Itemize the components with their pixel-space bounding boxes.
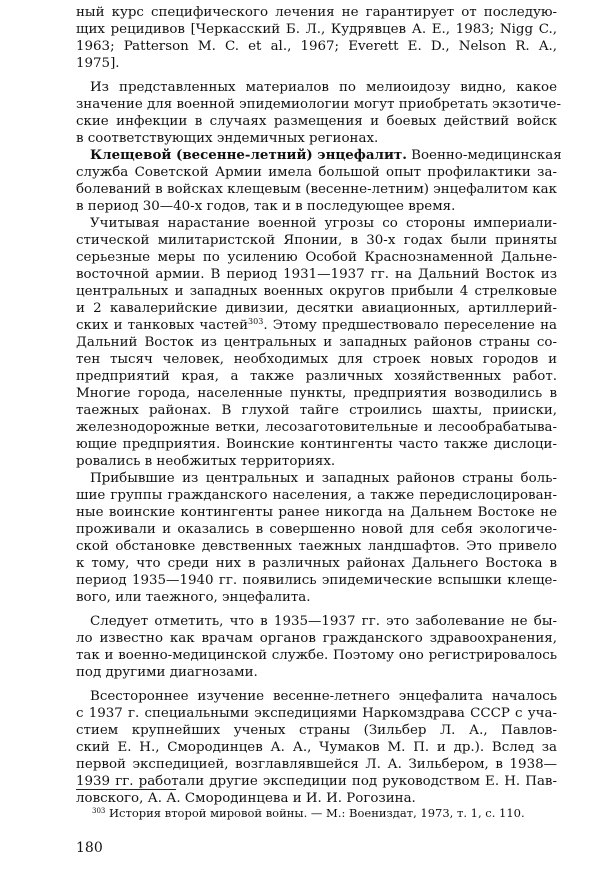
- text-line: ские инфекции в случаях размещения и боевых действий войск: [76, 114, 557, 129]
- text-line: первой экспедицией, возглавлявшейся Л. А. Зильбером, в 1938—: [76, 757, 557, 772]
- text-line: ные воинские контингенты ранее никогда на Дальнем Востоке не: [76, 505, 557, 520]
- text-line: болеваний в войсках клещевым (весенне-летним) энцефалитом как: [76, 182, 557, 197]
- text-line: ровались в необжитых территориях.: [76, 454, 336, 469]
- footnote-reference[interactable]: 303: [248, 317, 264, 326]
- text-line: служба Советской Армии имела большой опыт профилактики за-: [76, 165, 557, 180]
- text-line: в соответствующих эндемичных регионах.: [76, 131, 379, 146]
- text-line: стием крупнейших ученых страны (Зильбер Л. А., Павлов-: [76, 723, 557, 738]
- text-line: ный курс специфического лечения не гарантирует от последую-: [76, 5, 557, 20]
- text-line: Следует отметить, что в 1935—1937 гг. это заболевание не бы-: [90, 614, 557, 629]
- footnote: [92, 806, 525, 821]
- text-line: Многие города, населенные пункты, предприятия возводились в: [76, 386, 557, 401]
- footnote-number: 303: [92, 807, 106, 815]
- text-line: ющие предприятия. Воинские контингенты часто также дислоци-: [76, 437, 557, 452]
- text-line: 1975].: [76, 56, 120, 71]
- footnote-text: История второй мировой войны. — М.: Воениздат, 1973, т. 1, с. 110.: [105, 806, 525, 820]
- text-line: значение для военной эпидемиологии могут приобретать экзотиче-: [76, 97, 561, 112]
- text-line: Прибывшие из центральных и западных районов страны боль-: [90, 471, 557, 486]
- text-run: ских и танковых частей: [76, 318, 249, 333]
- paragraph: [76, 4, 557, 72]
- text-line: в период 30—40-х годов, так и в последующее время.: [76, 199, 456, 214]
- text-run: Военно-медицинская: [406, 148, 562, 163]
- paragraph: [76, 147, 562, 215]
- footnote-divider: [76, 789, 176, 790]
- text-line: щих рецидивов [Черкасский Б. Л., Кудрявцев А. Е., 1983; Nigg C.,: [76, 22, 557, 37]
- page-number: 180: [76, 840, 103, 856]
- text-line: и 2 кавалерийские дивизии, десятки авиационных, артиллерий-: [76, 301, 557, 316]
- text-line: [76, 317, 557, 334]
- text-line: Дальний Восток из центральных и западных районов страны со-: [76, 335, 557, 350]
- text-line: стической милитаристской Японии, в 30-х годах были приняты: [76, 233, 557, 248]
- text-line: Из представленных материалов по мелиоидозу видно, какое: [90, 80, 557, 95]
- paragraph: [76, 470, 557, 606]
- text-line: так и военно-медицинской службе. Поэтому оно регистрировалось: [76, 648, 557, 663]
- text-line: вого, или таежного, энцефалита.: [76, 590, 311, 605]
- text-line: тен тысяч человек, необходимых для строек новых городов и: [76, 352, 557, 367]
- text-line: ловского, А. А. Смородинцева и И. И. Рогозина.: [76, 791, 416, 806]
- text-line: восточной армии. В период 1931—1937 гг. на Дальний Восток из: [76, 267, 557, 282]
- text-line: железнодорожные ветки, лесозаготовительные и лесообрабатыва-: [76, 420, 557, 435]
- text-line: ский Е. Н., Смородинцев А. А., Чумаков М. П. и др.). Вслед за: [76, 740, 557, 755]
- text-line: Учитывая нарастание военной угрозы со стороны империали-: [90, 216, 557, 231]
- text-line: ской обстановке девственных таежных ландшафтов. Это привело: [76, 539, 557, 554]
- text-line: [76, 147, 562, 164]
- text-line: 1963; Patterson M. C. et al., 1967; Everett E. D., Nelson R. A.,: [76, 39, 557, 54]
- text-line: 1939 гг. работали другие экспедиции под руководством Е. Н. Пав-: [76, 774, 557, 789]
- text-line: ло известно как врачам органов гражданского здравоохранения,: [76, 631, 557, 646]
- page-body: [76, 4, 562, 807]
- text-line: шие группы гражданского населения, а также передислоцирован-: [76, 488, 557, 503]
- text-line: серьезные меры по усилению Особой Краснознаменной Дальне-: [76, 250, 557, 265]
- text-line: таежных районах. В глухой тайге строились шахты, прииски,: [76, 403, 557, 418]
- paragraph: [76, 215, 557, 470]
- text-line: Всестороннее изучение весенне-летнего энцефалита началось: [90, 689, 557, 704]
- text-line: к тому, что среди них в различных районах Дальнего Востока в: [76, 556, 557, 571]
- section-heading: Клещевой (весенне-летний) энцефалит.: [90, 147, 407, 163]
- text-line: под другими диагнозами.: [76, 665, 258, 680]
- text-line: период 1935—1940 гг. появились эпидемические вспышки клеще-: [76, 573, 557, 588]
- text-line: проживали и оказались в совершенно новой для себя экологиче-: [76, 522, 557, 537]
- paragraph: [76, 79, 561, 147]
- text-line: предприятий края, а также различных хозяйственных работ.: [76, 369, 557, 384]
- text-run: . Этому предшествовало переселение на: [263, 318, 557, 333]
- text-line: центральных и западных военных округов прибыли 4 стрелковые: [76, 284, 557, 299]
- text-line: с 1937 г. специальными экспедициями Наркомздрава СССР с уча-: [76, 706, 557, 721]
- paragraph: [76, 613, 557, 681]
